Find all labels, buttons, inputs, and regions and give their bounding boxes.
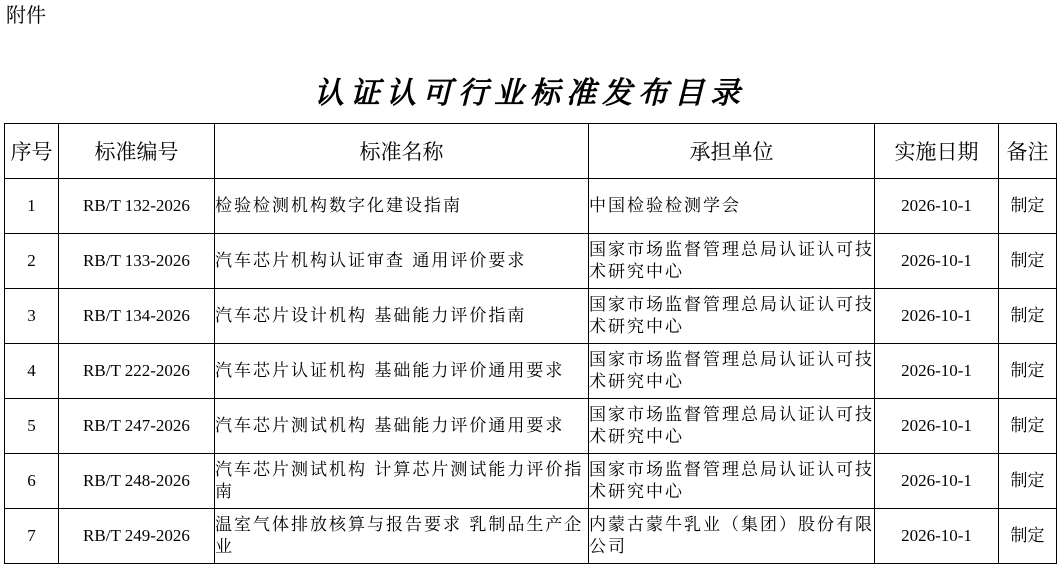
cell-unit: 中国检验检测学会 bbox=[589, 179, 875, 234]
cell-note: 制定 bbox=[999, 289, 1057, 344]
standards-table bbox=[4, 123, 1057, 564]
cell-note: 制定 bbox=[999, 179, 1057, 234]
header-name: 标准名称 bbox=[215, 124, 589, 179]
table-row bbox=[5, 234, 1057, 289]
cell-name: 汽车芯片测试机构 计算芯片测试能力评价指南 bbox=[215, 454, 589, 509]
cell-note: 制定 bbox=[999, 454, 1057, 509]
cell-note: 制定 bbox=[999, 399, 1057, 454]
cell-code: RB/T 249-2026 bbox=[59, 509, 215, 564]
cell-note: 制定 bbox=[999, 344, 1057, 399]
table-row bbox=[5, 289, 1057, 344]
cell-code: RB/T 248-2026 bbox=[59, 454, 215, 509]
cell-seq: 2 bbox=[5, 234, 59, 289]
cell-name: 汽车芯片机构认证审查 通用评价要求 bbox=[215, 234, 589, 289]
cell-date: 2026-10-1 bbox=[875, 454, 999, 509]
attachment-label: 附件 bbox=[6, 3, 46, 27]
header-note: 备注 bbox=[999, 124, 1057, 179]
cell-seq: 1 bbox=[5, 179, 59, 234]
table-row bbox=[5, 344, 1057, 399]
cell-code: RB/T 222-2026 bbox=[59, 344, 215, 399]
cell-note: 制定 bbox=[999, 509, 1057, 564]
cell-date: 2026-10-1 bbox=[875, 509, 999, 564]
cell-seq: 6 bbox=[5, 454, 59, 509]
cell-name: 汽车芯片测试机构 基础能力评价通用要求 bbox=[215, 399, 589, 454]
cell-note: 制定 bbox=[999, 234, 1057, 289]
table-row bbox=[5, 399, 1057, 454]
cell-unit: 国家市场监督管理总局认证认可技术研究中心 bbox=[589, 399, 875, 454]
header-code: 标准编号 bbox=[59, 124, 215, 179]
cell-unit: 国家市场监督管理总局认证认可技术研究中心 bbox=[589, 234, 875, 289]
cell-seq: 5 bbox=[5, 399, 59, 454]
cell-code: RB/T 133-2026 bbox=[59, 234, 215, 289]
cell-date: 2026-10-1 bbox=[875, 399, 999, 454]
cell-code: RB/T 132-2026 bbox=[59, 179, 215, 234]
cell-date: 2026-10-1 bbox=[875, 344, 999, 399]
cell-date: 2026-10-1 bbox=[875, 289, 999, 344]
cell-seq: 4 bbox=[5, 344, 59, 399]
cell-unit: 国家市场监督管理总局认证认可技术研究中心 bbox=[589, 454, 875, 509]
table-header-row bbox=[5, 124, 1057, 179]
cell-date: 2026-10-1 bbox=[875, 234, 999, 289]
cell-code: RB/T 247-2026 bbox=[59, 399, 215, 454]
cell-name: 温室气体排放核算与报告要求 乳制品生产企业 bbox=[215, 509, 589, 564]
header-unit: 承担单位 bbox=[589, 124, 875, 179]
cell-unit: 内蒙古蒙牛乳业（集团）股份有限公司 bbox=[589, 509, 875, 564]
cell-unit: 国家市场监督管理总局认证认可技术研究中心 bbox=[589, 289, 875, 344]
cell-code: RB/T 134-2026 bbox=[59, 289, 215, 344]
header-seq: 序号 bbox=[5, 124, 59, 179]
cell-date: 2026-10-1 bbox=[875, 179, 999, 234]
header-date: 实施日期 bbox=[875, 124, 999, 179]
table-row bbox=[5, 179, 1057, 234]
document-title: 认证认可行业标准发布目录 bbox=[314, 76, 746, 111]
cell-seq: 3 bbox=[5, 289, 59, 344]
table-row bbox=[5, 509, 1057, 564]
cell-name: 检验检测机构数字化建设指南 bbox=[215, 179, 589, 234]
cell-name: 汽车芯片设计机构 基础能力评价指南 bbox=[215, 289, 589, 344]
cell-seq: 7 bbox=[5, 509, 59, 564]
cell-name: 汽车芯片认证机构 基础能力评价通用要求 bbox=[215, 344, 589, 399]
cell-unit: 国家市场监督管理总局认证认可技术研究中心 bbox=[589, 344, 875, 399]
table-row bbox=[5, 454, 1057, 509]
